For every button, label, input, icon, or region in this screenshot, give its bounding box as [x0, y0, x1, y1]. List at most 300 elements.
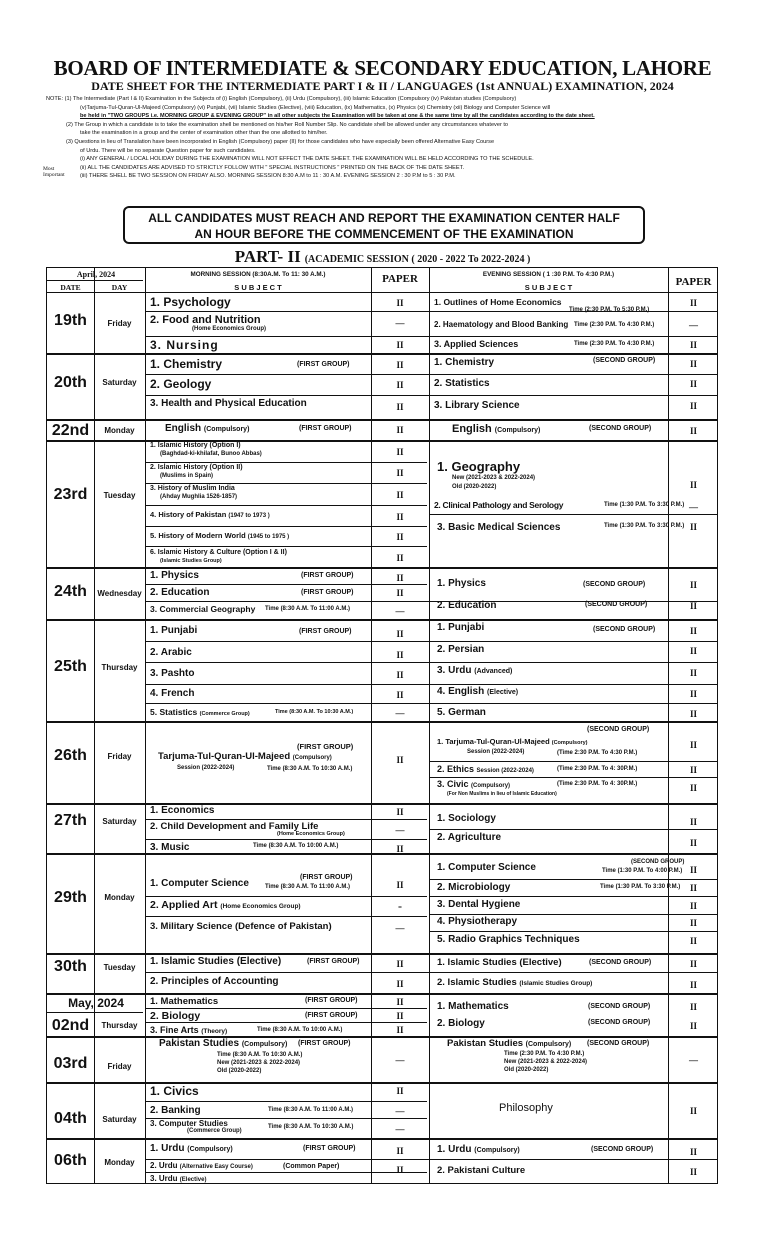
paper-cell: — [395, 825, 405, 835]
subject-type: (Compulsory) [203, 426, 250, 433]
subject-name: 2. Islamic Studies [437, 977, 517, 988]
subject-type: (Compulsory) [525, 1041, 572, 1048]
group-label: (SECOND GROUP) [587, 726, 650, 733]
time-note: (Time 2:30 P.M. To 4: 30P.M.) [557, 781, 638, 787]
subject-name: 1. Tarjuma-Tul-Quran-Ul-Majeed [437, 737, 550, 746]
date-cell: 06th [54, 1152, 87, 1169]
subject-name: 5. Statistics [150, 707, 198, 717]
paper-cell: — [689, 502, 698, 512]
time-note: Time (8:30 A.M. To 11:00 A.M.) [265, 606, 351, 612]
note-line: (v)Tarjuma-Tul-Quran-Ul-Majeed (Compulsory) (vi) Punjabi, (vii) Islamic Studies (Elective), (viii) Education, (ix) Mathematics, (x) Physics (xi) Chemistry (xii) Biology and Computer Science will [80, 104, 551, 111]
subject-cell: 2. Biology [437, 1018, 485, 1029]
subject-cell: 3. Dental Hygiene [437, 899, 521, 910]
paper-cell: II [689, 1021, 697, 1031]
paper-cell: — [395, 606, 405, 616]
note-line: (2) The Group in which a candidate is to take the examination shell be mentioned on his/her Roll Number Slip. No candidate shell be allowed under any circumstances whatever to [66, 121, 509, 128]
date-cell: 23rd [53, 486, 88, 503]
subject-cell: 1. Computer Science [437, 862, 536, 873]
paper-cell: II [689, 298, 697, 308]
subject-cell [150, 510, 270, 519]
subject-cell [150, 1025, 227, 1035]
paper-cell: II [396, 844, 404, 854]
subject-name: 5. History of Modern World [150, 531, 246, 540]
day-cell: Friday [107, 752, 132, 761]
time-note: (Time 2:30 P.M. To 4:30 P.M.) [557, 750, 638, 756]
subject-note: (Islamic Studies Group) [519, 980, 593, 987]
paper-cell: II [689, 838, 697, 848]
paper-cell: II [689, 401, 697, 411]
subject-name: Pakistan Studies [159, 1038, 240, 1049]
paper-cell: II [689, 359, 697, 369]
subject-cell: 1. Civics [150, 1084, 199, 1098]
subject-note: (Elective) [487, 689, 519, 696]
subject-cell: 5. Radio Graphics Techniques [437, 934, 580, 945]
subject-cell: 3. Pashto [150, 668, 195, 679]
group-label: (SECOND GROUP) [585, 601, 648, 608]
academic-session: (ACADEMIC SESSION ( 2020 - 2022 To 2022-2024 ) [304, 254, 531, 265]
paper-cell: — [395, 318, 405, 328]
subject-cell: 6. Islamic History & Culture (Option I & II) [150, 549, 287, 556]
subject-type: (Compulsory) [241, 1041, 288, 1048]
subject-note: New (2021-2023 & 2022-2024) [452, 475, 536, 481]
note-line: (i) ANY GENERAL / LOCAL HOLIDAY DURING THE EXAMINATION WILL NOT EFFECT THE DATE SHEET. THE EXAMINATION WILL BE HELD ACCORDING TO THE SCHEDULE. [80, 156, 534, 163]
subject-cell: 3. Music [150, 842, 190, 853]
group-label: (FIRST GROUP) [305, 997, 358, 1004]
banner-line: AN HOUR BEFORE THE COMMENCEMENT OF THE EXAMINATION [194, 227, 574, 241]
subject-cell: 4. French [150, 688, 195, 699]
paper-cell: II [689, 918, 697, 928]
paper-cell: II [689, 426, 697, 436]
paper-cell: II [689, 980, 697, 990]
note-line: (ii) ALL THE CANDIDATES ARE ADVISED TO STRICTLY FOLLOW WITH " SPECIAL INSTRUCTIONS " PRINTED ON THE BACK OF THE DATE SHEET. [80, 164, 464, 171]
paper-cell: II [689, 580, 697, 590]
subject-cell [437, 1144, 520, 1155]
subject-cell [437, 779, 510, 789]
subject-note: Session (2022-2024) [177, 765, 235, 771]
subject-cell: 2. Education [150, 587, 210, 598]
time-note: Time (8:30 A.M. To 10:30 A.M.) [267, 766, 353, 772]
subject-name: English [165, 423, 202, 434]
subject-cell: 2. Principles of Accounting [150, 976, 279, 987]
paper-cell: II [396, 650, 404, 660]
time-note: Time (8:30 A.M. To 10:30 A.M.) [268, 1124, 354, 1130]
group-label: (SECOND GROUP) [589, 425, 652, 432]
day-cell: Monday [104, 1158, 135, 1167]
subject-name: Pakistan Studies [447, 1038, 524, 1049]
day-cell: Saturday [102, 378, 137, 387]
date-cell: 22nd [51, 422, 90, 439]
subject-cell: 2. Biology [150, 1010, 201, 1022]
paper-cell: - [398, 899, 402, 913]
subject-cell [150, 1143, 233, 1154]
subject-note: New (2021-2023 & 2022-2024) [504, 1059, 588, 1065]
subject-cell: 3. Military Science (Defence of Pakistan) [150, 921, 332, 932]
subject-header: S U B J E C T [524, 283, 573, 292]
note-line: take the examination in a group and the center of examination other than the one allotted to him/her. [80, 130, 328, 137]
subject-note: Old (2020-2022) [504, 1067, 549, 1073]
subject-cell: 1. Mathematics [437, 1001, 509, 1012]
subject-cell: 1. Economics [150, 805, 215, 816]
paper-header: PAPER [382, 273, 418, 285]
subject-note: (Muslims in Spain) [160, 473, 214, 479]
paper-cell: II [396, 553, 404, 563]
subject-note: (Home Economics Group) [220, 903, 301, 910]
group-label: (FIRST GROUP) [303, 1145, 356, 1152]
subject-cell: 1. Islamic Studies (Elective) [437, 957, 562, 968]
subject-cell: 2. Agriculture [437, 832, 502, 843]
time-note: Time (8:30 A.M. To 10:00 A.M.) [257, 1027, 343, 1033]
paper-cell: — [395, 923, 405, 933]
group-label: (SECOND GROUP) [587, 1040, 650, 1047]
subject-cell [447, 1038, 571, 1049]
paper-cell: II [689, 668, 697, 678]
subject-cell: 1. Sociology [437, 813, 496, 824]
subject-note: (1947 to 1973 ) [228, 513, 270, 519]
subject-cell: 2. Child Development and Family Life [150, 821, 319, 832]
paper-cell: II [396, 629, 404, 639]
subject-type: (Compulsory) [471, 783, 511, 789]
subject-name: 2. Ethics [437, 764, 475, 774]
time-note: Time (2:30 P.M. To 4:30 P.M.) [504, 1051, 585, 1057]
subject-cell: 2. Haematology and Blood Banking [434, 320, 569, 329]
subject-note: (Commerce Group) [199, 711, 250, 717]
subject-cell: 3. Applied Sciences [434, 339, 519, 349]
day-cell: Tuesday [103, 963, 136, 972]
paper-cell: II [396, 380, 404, 390]
paper-cell: — [395, 708, 405, 718]
subject-type: (Compulsory) [474, 1147, 520, 1154]
paper-cell: II [396, 807, 404, 817]
subject-name: 2. Urdu [150, 1161, 178, 1170]
subject-cell [437, 977, 592, 988]
paper-cell: II [689, 340, 697, 350]
most-important-label: Most Important [43, 166, 65, 178]
part-title: PART- II [234, 247, 301, 266]
subject-note: (Alternative Easy Course) [179, 1164, 253, 1170]
day-cell: Friday [107, 319, 132, 328]
group-label: (FIRST GROUP) [305, 1012, 358, 1019]
subject-cell: 2. Islamic History (Option II) [150, 464, 243, 471]
subject-cell: 1. Islamic History (Option I) [150, 442, 241, 449]
subject-note: (For Non Muslims in lieu of Islamic Education) [447, 791, 557, 797]
part-heading [0, 247, 765, 267]
paper-cell: II [689, 646, 697, 656]
subject-cell: 1. Computer Science [150, 878, 249, 889]
time-note: Time (8:30 A.M. To 11:00 A.M.) [265, 884, 351, 890]
paper-cell: II [396, 402, 404, 412]
date-cell: 29th [54, 889, 87, 906]
paper-cell: II [689, 817, 697, 827]
paper-cell: II [396, 360, 404, 370]
group-label: (FIRST GROUP) [297, 361, 350, 368]
subject-name: 2. Applied Art [150, 899, 218, 911]
month-label: May, 2024 [68, 996, 124, 1010]
subject-cell [150, 1161, 253, 1170]
paper-cell: II [396, 755, 404, 765]
paper-cell: II [396, 425, 404, 435]
paper-cell: II [689, 783, 697, 793]
date-cell: 19th [54, 312, 87, 329]
time-note: Time (2:30 P.M. To 5:30 P.M.) [569, 307, 650, 313]
group-label: (FIRST GROUP) [298, 1040, 351, 1047]
group-label: (SECOND GROUP) [593, 626, 656, 633]
subject-type: (Compulsory) [292, 755, 332, 761]
paper-cell: — [395, 1055, 405, 1065]
subject-cell: 1. Physics [437, 578, 486, 589]
paper-cell: II [689, 480, 697, 490]
subject-cell: 2. Geology [150, 377, 212, 391]
subject-cell [437, 737, 588, 746]
paper-cell: II [689, 1167, 697, 1177]
date-cell: 26th [54, 747, 87, 764]
paper-cell: II [396, 690, 404, 700]
subject-note: (Baghdad-ki-khilafat, Bunoo Abbas) [160, 451, 262, 457]
subject-cell: 5. German [437, 707, 486, 718]
subject-cell: 1. Geography [437, 459, 521, 474]
subject-cell [150, 531, 289, 540]
subject-cell: 3. Commercial Geography [150, 604, 256, 614]
paper-cell: II [689, 379, 697, 389]
day-cell: Saturday [102, 1115, 137, 1124]
day-cell: Wednesday [97, 589, 142, 598]
paper-cell: II [396, 1146, 404, 1156]
subject-cell [437, 686, 518, 697]
paper-cell: II [689, 689, 697, 699]
paper-cell: II [689, 1147, 697, 1157]
time-note: Time (8:30 A.M. To 10:00 A.M.) [253, 843, 339, 849]
paper-cell: II [689, 709, 697, 719]
board-title: BOARD OF INTERMEDIATE & SECONDARY EDUCATION, LAHORE [53, 56, 712, 80]
day-cell: Monday [104, 426, 135, 435]
date-cell: 24th [54, 583, 87, 600]
group-label: (SECOND GROUP) [591, 1146, 654, 1153]
subject-cell: 2. Banking [150, 1105, 201, 1116]
subject-cell: 1. Chemistry [434, 357, 495, 368]
subject-note: (Islamic Studies Group) [160, 558, 222, 564]
paper-cell: II [396, 959, 404, 969]
subject-cell [158, 751, 332, 762]
date-sheet-table [46, 267, 718, 1184]
note-line: (3) Questions in lieu of Translation have been incorporated in English (Compulsory) paper (II) for those candidates who have especially been offered Alternative Easy Course [66, 138, 495, 145]
paper-cell: II [689, 936, 697, 946]
subject-name: 4. English [437, 686, 485, 697]
date-cell: 03rd [53, 1055, 88, 1072]
subject-note: (Advanced) [474, 668, 513, 675]
paper-cell: II [396, 880, 404, 890]
paper-cell: II [689, 883, 697, 893]
subject-note: Session (2022-2024) [467, 749, 525, 755]
banner-line: ALL CANDIDATES MUST REACH AND REPORT THE EXAMINATION CENTER HALF [148, 211, 620, 225]
note-line: NOTE: (1) The Intermediate (Part I & II) Examination in the Subjects of (i) English (Compulsory), (ii) Urdu (Compulsory), (iii) Islamic Education (Compulsory (iv) Pakistan studies (Compulsory) [46, 96, 517, 102]
group-label: (FIRST GROUP) [301, 572, 354, 579]
morning-session-header: MORNING SESSION (8:30A.M. To 11: 30 A.M.) [190, 271, 326, 278]
group-label: (SECOND GROUP) [589, 959, 652, 966]
subject-cell [437, 665, 512, 676]
paper-cell: II [689, 901, 697, 911]
group-label: (FIRST GROUP) [307, 958, 360, 965]
group-label: (SECOND GROUP) [593, 357, 656, 364]
subject-note: Session (2022-2024) [476, 768, 534, 774]
subject-cell: 3. Library Science [434, 400, 520, 411]
subject-cell [150, 707, 250, 717]
group-label: (FIRST GROUP) [297, 742, 354, 751]
paper-cell: II [689, 601, 697, 611]
paper-cell: — [689, 320, 698, 330]
paper-cell: — [395, 1124, 405, 1134]
group-label: (FIRST GROUP) [301, 589, 354, 596]
date-cell: 27th [54, 812, 87, 829]
subject-cell: 2. Microbiology [437, 882, 511, 893]
paper-cell: II [396, 979, 404, 989]
subject-cell: 2. Food and Nutrition [150, 314, 261, 326]
subject-cell [159, 1038, 287, 1049]
date-cell: 25th [54, 658, 87, 675]
paper-cell: II [396, 670, 404, 680]
subject-note: (1945 to 1975 ) [247, 534, 290, 540]
time-note: Time (2:30 P.M. To 4:30 P.M.) [574, 322, 655, 328]
date-cell: 30th [54, 958, 87, 975]
reporting-banner [123, 206, 645, 244]
date-cell: 20th [54, 374, 87, 391]
paper-cell: II [689, 865, 697, 875]
subject-note: Old (2020-2022) [452, 484, 497, 490]
paper-cell: II [689, 959, 697, 969]
subject-cell: 1. Islamic Studies (Elective) [150, 956, 282, 967]
subject-type: (Compulsory) [187, 1146, 233, 1153]
subject-name: 1. Urdu [437, 1144, 472, 1155]
note-line: (iii) THERE SHELL BE TWO SESSION ON FRIDAY ALSO. MORNING SESSION 8:30 A.M to 11 : 30 A.M. EVENING SESSION 2 : 30 P.M to 5 : 30 P.M. [80, 173, 456, 180]
subject-type: (Compulsory) [494, 427, 541, 434]
time-note: Time (1:30 P.M. To 3:30 P.M.) [604, 502, 685, 508]
subject-cell: 3. Computer Studies [150, 1119, 228, 1128]
date-cell: 02nd [51, 1017, 90, 1034]
paper-cell: II [689, 1002, 697, 1012]
subject-note: (Elective) [179, 1177, 207, 1183]
group-label: (SECOND GROUP) [583, 581, 646, 588]
evening-session-header: EVENING SESSION ( 1 :30 P.M. To 4:30 P.M.) [482, 271, 615, 278]
subject-cell: 2. Statistics [434, 378, 490, 389]
paper-cell: II [396, 1086, 404, 1096]
paper-cell: — [689, 1055, 698, 1065]
date-cell: 04th [54, 1110, 87, 1127]
time-note: Time (2:30 P.M. To 4:30 P.M.) [574, 341, 655, 347]
paper-cell: II [396, 997, 404, 1007]
subject-cell: 2. Arabic [150, 647, 192, 658]
subject-cell [150, 899, 301, 911]
notes-section [46, 95, 726, 181]
month-label: April, 2024 [76, 270, 116, 279]
paper-cell: II [396, 512, 404, 522]
paper-header: PAPER [675, 276, 712, 288]
subject-cell: 2. Persian [437, 644, 485, 655]
day-cell: Saturday [102, 817, 137, 826]
paper-cell: II [689, 765, 697, 775]
subject-note: (Home Economics Group) [192, 326, 267, 332]
time-note: Time (1:30 P.M. To 3:30 P.M.) [604, 523, 685, 529]
paper-cell: II [396, 588, 404, 598]
subject-name: 1. Urdu [150, 1143, 185, 1154]
date-header: DATE [60, 283, 81, 292]
subject-note: Old (2020-2022) [217, 1068, 262, 1074]
subject-cell: 3. Health and Physical Education [150, 398, 307, 409]
paper-cell: II [396, 447, 404, 457]
time-note: Time (8:30 A.M. To 10:30 A.M.) [217, 1052, 303, 1058]
day-cell: Tuesday [103, 491, 136, 500]
paper-cell: II [396, 1165, 404, 1175]
subject-cell: 1. Punjabi [437, 622, 485, 633]
paper-cell: II [396, 340, 404, 350]
subject-cell: 1. Mathematics [150, 996, 219, 1007]
date-sheet-subtitle: DATE SHEET FOR THE INTERMEDIATE PART I & II / LANGUAGES (1st ANNUAL) EXAMINATION, 2024 [91, 79, 674, 93]
common-paper-label: (Common Paper) [283, 1163, 340, 1170]
subject-note: (Home Economics Group) [277, 831, 345, 837]
subject-header: S U B J E C T [234, 283, 282, 292]
note-line: be held in "TWO GROUPS i.e. MORNING GROUP & EVENING GROUP" in all other subjects the Examination will be taken at one & the same time by all the candidates according to the date sheet. [80, 113, 595, 120]
subject-cell: 1. Physics [150, 570, 199, 581]
subject-name: 3. Civic [437, 779, 469, 789]
group-label: (FIRST GROUP) [300, 874, 353, 881]
subject-cell [452, 423, 540, 435]
paper-cell: II [396, 490, 404, 500]
subject-name: 3. Fine Arts [150, 1025, 199, 1035]
group-label: (SECOND GROUP) [588, 1019, 651, 1026]
paper-cell: II [396, 468, 404, 478]
subject-name: 4. History of Pakistan [150, 510, 227, 519]
subject-cell [150, 1174, 206, 1183]
group-label: (FIRST GROUP) [299, 628, 352, 635]
subject-cell: 2. Pakistani Culture [437, 1165, 526, 1176]
group-label: (FIRST GROUP) [299, 425, 352, 432]
day-cell: Monday [104, 893, 135, 902]
paper-cell: II [396, 1025, 404, 1035]
subject-cell: 1. Chemistry [150, 357, 223, 371]
day-cell: Thursday [101, 663, 138, 672]
subject-note: (Ahday Mughlia 1526-1857) [160, 494, 238, 500]
paper-cell: II [396, 1011, 404, 1021]
note-line: of Urdu. There will be no separate Question paper for such candidates. [80, 147, 256, 154]
group-label: (SECOND GROUP) [631, 859, 685, 865]
subject-cell: 1. Outlines of Home Economics [434, 297, 562, 307]
time-note: Time (1:30 P.M. To 4:00 P.M.) [602, 868, 683, 874]
paper-cell: II [396, 532, 404, 542]
day-header: DAY [111, 283, 128, 292]
day-cell: Friday [107, 1062, 132, 1071]
subject-name: Tarjuma-Tul-Quran-Ul-Majeed [158, 751, 291, 762]
paper-cell: II [396, 298, 404, 308]
subject-name: English [452, 423, 492, 435]
subject-cell: 3. Basic Medical Sciences [437, 522, 561, 533]
subject-cell: Philosophy [499, 1102, 553, 1114]
time-note: Time (8:30 A.M. To 11:00 A.M.) [268, 1107, 354, 1113]
time-note: Time (8:30 A.M. To 10:30 A.M.) [275, 709, 354, 715]
paper-cell: II [689, 626, 697, 636]
time-note: (Time 2:30 P.M. To 4: 30P.M.) [557, 766, 638, 772]
subject-note: New (2021-2023 & 2022-2024) [217, 1060, 301, 1066]
subject-name: 3. Urdu [150, 1174, 178, 1183]
subject-cell: 2. Clinical Pathology and Serology [434, 500, 564, 510]
subject-note: (Theory) [201, 1028, 228, 1035]
time-note: Time (1:30 P.M. To 3:30 P.M.) [600, 884, 681, 890]
subject-cell: 4. Physiotherapy [437, 916, 518, 927]
subject-cell [437, 764, 534, 774]
subject-cell: 3. Nursing [150, 338, 219, 352]
subject-cell [165, 423, 249, 434]
subject-cell: 3. History of Muslim India [150, 485, 235, 492]
paper-cell: II [689, 740, 697, 750]
group-label: (SECOND GROUP) [588, 1003, 651, 1010]
subject-cell: 2. Education [437, 600, 497, 611]
subject-type: (Compulsory) [551, 740, 588, 746]
